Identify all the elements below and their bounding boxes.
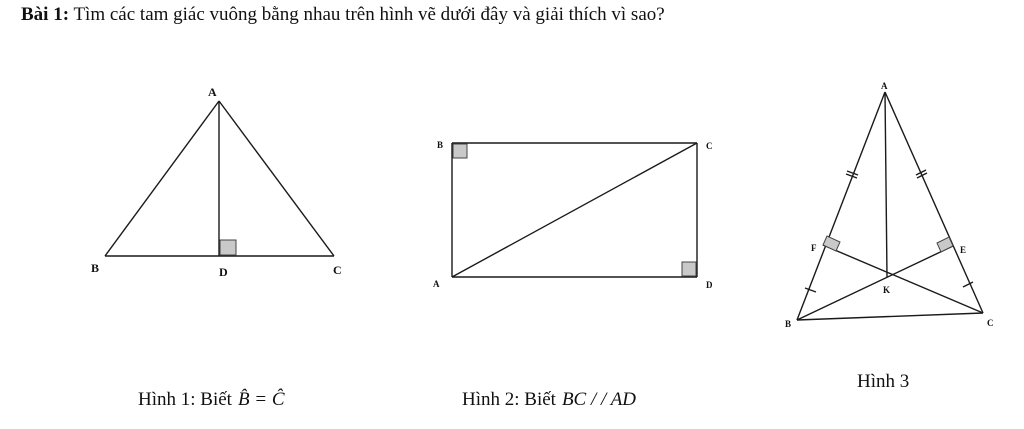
figure-2-caption-text: Hình 2: Biết [462, 389, 556, 410]
fig3-label-c: C [987, 318, 994, 328]
fig2-right-angle-d [682, 262, 696, 276]
fig3-segment-be [797, 246, 953, 320]
figure-3-caption [857, 371, 909, 393]
fig2-right-angle-b [453, 144, 467, 158]
fig1-label-a: A [208, 85, 217, 99]
fig3-right-angle-f [823, 236, 840, 251]
fig3-label-a: A [881, 81, 888, 91]
fig1-right-angle-d [220, 240, 236, 255]
figure-2 [433, 140, 713, 290]
fig3-tick-bf [805, 288, 816, 292]
fig1-side-ab [105, 101, 219, 256]
fig1-label-d: D [219, 265, 228, 279]
fig2-label-a: A [433, 279, 440, 289]
fig3-label-f: F [811, 243, 817, 253]
figure-3-caption-text: Hình 3 [857, 371, 910, 392]
fig3-segment-ak [885, 92, 887, 277]
fig1-label-c: C [333, 263, 342, 277]
fig3-label-b: B [785, 319, 792, 329]
fig1-label-b: B [91, 261, 100, 275]
fig3-side-bc [797, 313, 983, 320]
fig3-side-ab [797, 92, 885, 320]
problem-number: Bài 1: [21, 4, 70, 25]
figure-2-caption [462, 389, 636, 411]
fig2-label-d: D [706, 280, 713, 290]
fig3-segment-cf [823, 245, 983, 313]
figure-1-caption-text: Hình 1: Biết [138, 389, 232, 410]
fig3-side-ac [885, 92, 983, 313]
figure-3 [785, 81, 994, 329]
fig1-side-ac [219, 101, 334, 256]
figure-2-caption-math: BC / / AD [561, 389, 637, 410]
problem-text: Tìm các tam giác vuông bằng nhau trên hình vẽ dưới đây và giải thích vì sao? [73, 4, 665, 25]
fig2-diagonal-ac [452, 143, 697, 277]
figure-1-caption [138, 389, 285, 411]
fig2-label-c: C [706, 141, 713, 151]
fig2-label-b: B [437, 140, 444, 150]
figure-1 [91, 85, 342, 279]
fig3-label-e: E [960, 245, 967, 255]
fig3-label-k: K [883, 285, 891, 295]
figure-1-caption-math: B̂ = Ĉ [237, 389, 285, 410]
